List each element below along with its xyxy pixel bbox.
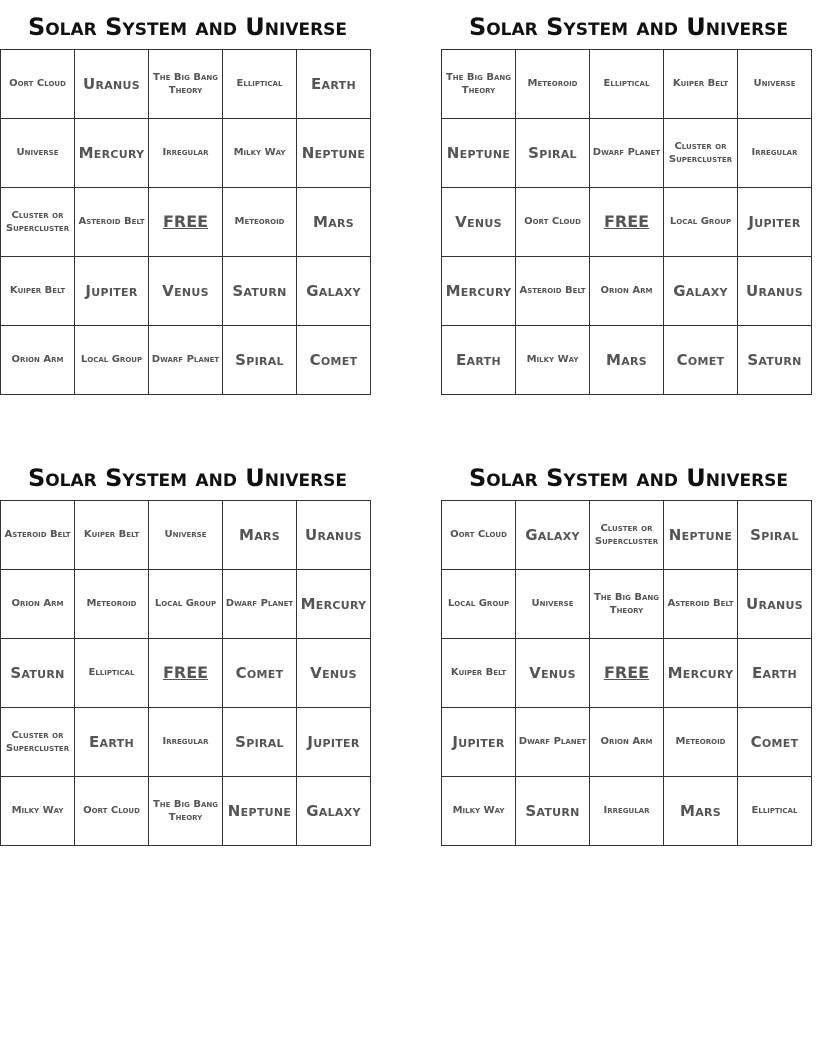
grid-cell: Cluster or Supercluster [1, 188, 75, 257]
grid-cell: Orion Arm [1, 570, 75, 639]
card-title: Solar System and Universe [27, 464, 348, 492]
grid-cell: Mars [590, 326, 664, 395]
grid-cell: Milky Way [516, 326, 590, 395]
free-space: FREE [590, 639, 664, 708]
card-title: Solar System and Universe [468, 464, 789, 492]
grid-cell: Oort Cloud [1, 50, 75, 119]
grid-cell: Venus [149, 257, 223, 326]
grid-cell: Uranus [75, 50, 149, 119]
card-title: Solar System and Universe [27, 13, 348, 41]
grid-cell: Milky Way [1, 777, 75, 846]
grid-cell: Irregular [590, 777, 664, 846]
grid-cell: Saturn [738, 326, 812, 395]
grid-cell: Universe [516, 570, 590, 639]
grid-cell: Kuiper Belt [442, 639, 516, 708]
grid-cell: Universe [149, 501, 223, 570]
grid-cell: Venus [297, 639, 371, 708]
grid-cell: Orion Arm [590, 708, 664, 777]
grid-cell: Galaxy [664, 257, 738, 326]
grid-cell: Comet [664, 326, 738, 395]
grid-cell: Local Group [442, 570, 516, 639]
grid-cell: Local Group [664, 188, 738, 257]
grid-cell: Cluster or Supercluster [590, 501, 664, 570]
grid-cell: Neptune [297, 119, 371, 188]
grid-cell: Meteoroid [664, 708, 738, 777]
grid-cell: Earth [442, 326, 516, 395]
grid-cell: Jupiter [297, 708, 371, 777]
grid-cell: Local Group [75, 326, 149, 395]
grid-cell: Elliptical [590, 50, 664, 119]
grid-cell: Elliptical [223, 50, 297, 119]
grid-cell: Jupiter [442, 708, 516, 777]
grid-cell: Meteoroid [516, 50, 590, 119]
bingo-grid [441, 500, 812, 846]
free-space: FREE [149, 188, 223, 257]
grid-cell: Cluster or Supercluster [1, 708, 75, 777]
grid-cell: Jupiter [75, 257, 149, 326]
grid-cell: Kuiper Belt [75, 501, 149, 570]
grid-cell: Mars [223, 501, 297, 570]
grid-cell: Asteroid Belt [75, 188, 149, 257]
grid-cell: Local Group [149, 570, 223, 639]
bingo-grid [0, 49, 371, 395]
grid-cell: The Big Bang Theory [590, 570, 664, 639]
grid-cell: Irregular [149, 119, 223, 188]
grid-cell: Earth [297, 50, 371, 119]
card-title: Solar System and Universe [468, 13, 789, 41]
grid-cell: Galaxy [297, 777, 371, 846]
grid-cell: Uranus [297, 501, 371, 570]
grid-cell: Oort Cloud [442, 501, 516, 570]
grid-cell: Dwarf Planet [516, 708, 590, 777]
grid-cell: Irregular [738, 119, 812, 188]
grid-cell: The Big Bang Theory [442, 50, 516, 119]
grid-cell: Venus [442, 188, 516, 257]
grid-cell: Mercury [442, 257, 516, 326]
grid-cell: Dwarf Planet [223, 570, 297, 639]
grid-cell: Mercury [664, 639, 738, 708]
grid-cell: Uranus [738, 257, 812, 326]
grid-cell: Comet [297, 326, 371, 395]
grid-cell: Saturn [516, 777, 590, 846]
grid-cell: Neptune [442, 119, 516, 188]
grid-cell: Mars [297, 188, 371, 257]
grid-cell: Venus [516, 639, 590, 708]
grid-cell: Dwarf Planet [149, 326, 223, 395]
grid-cell: Mars [664, 777, 738, 846]
grid-cell: Cluster or Supercluster [664, 119, 738, 188]
grid-cell: Irregular [149, 708, 223, 777]
grid-cell: Comet [223, 639, 297, 708]
grid-cell: Saturn [1, 639, 75, 708]
grid-cell: Orion Arm [590, 257, 664, 326]
grid-cell: Mercury [75, 119, 149, 188]
grid-cell: Milky Way [442, 777, 516, 846]
free-space: FREE [590, 188, 664, 257]
grid-cell: Universe [738, 50, 812, 119]
grid-cell: Galaxy [297, 257, 371, 326]
grid-cell: Meteoroid [75, 570, 149, 639]
free-space: FREE [149, 639, 223, 708]
grid-cell: Elliptical [738, 777, 812, 846]
grid-cell: Spiral [738, 501, 812, 570]
grid-cell: Oort Cloud [516, 188, 590, 257]
bingo-grid [0, 500, 371, 846]
bingo-grid [441, 49, 812, 395]
grid-cell: The Big Bang Theory [149, 777, 223, 846]
grid-cell: Earth [738, 639, 812, 708]
grid-cell: Spiral [223, 326, 297, 395]
grid-cell: Mercury [297, 570, 371, 639]
grid-cell: Universe [1, 119, 75, 188]
grid-cell: Uranus [738, 570, 812, 639]
grid-cell: Milky Way [223, 119, 297, 188]
grid-cell: Asteroid Belt [516, 257, 590, 326]
grid-cell: Earth [75, 708, 149, 777]
grid-cell: The Big Bang Theory [149, 50, 223, 119]
grid-cell: Jupiter [738, 188, 812, 257]
grid-cell: Neptune [223, 777, 297, 846]
grid-cell: Spiral [223, 708, 297, 777]
grid-cell: Kuiper Belt [664, 50, 738, 119]
grid-cell: Meteoroid [223, 188, 297, 257]
grid-cell: Elliptical [75, 639, 149, 708]
grid-cell: Orion Arm [1, 326, 75, 395]
grid-cell: Kuiper Belt [1, 257, 75, 326]
grid-cell: Saturn [223, 257, 297, 326]
grid-cell: Dwarf Planet [590, 119, 664, 188]
grid-cell: Asteroid Belt [664, 570, 738, 639]
grid-cell: Comet [738, 708, 812, 777]
grid-cell: Asteroid Belt [1, 501, 75, 570]
grid-cell: Galaxy [516, 501, 590, 570]
grid-cell: Oort Cloud [75, 777, 149, 846]
grid-cell: Spiral [516, 119, 590, 188]
grid-cell: Neptune [664, 501, 738, 570]
